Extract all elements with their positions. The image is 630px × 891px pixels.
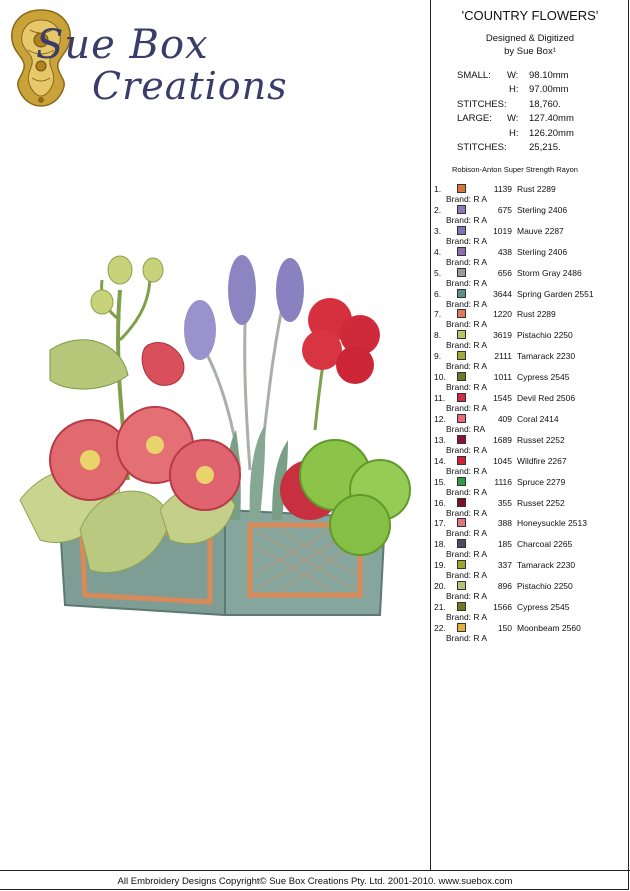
thread-number: 16. (434, 497, 446, 508)
thread-number: 12. (434, 413, 446, 424)
thread-code: 1045 (493, 455, 512, 466)
logo-text-line2: Creations (92, 64, 288, 108)
thread-number: 9. (434, 351, 442, 362)
thread-brand: Brand: R A (446, 403, 488, 413)
thread-name: Mauve 2287 (517, 225, 564, 236)
logo-text-line1: Sue Box (36, 22, 209, 68)
thread-name: Cypress 2545 (517, 602, 570, 612)
thread-color-row (432, 226, 628, 247)
thread-name: Devil Red 2506 (517, 393, 576, 403)
thread-number: 10. (434, 372, 446, 383)
footer-divider (0, 870, 630, 871)
thread-color-row (432, 560, 628, 581)
thread-name: Tamarack 2230 (517, 351, 576, 362)
thread-brand: Brand: R A (446, 612, 488, 622)
thread-code: 1011 (493, 372, 512, 383)
thread-name: Sterling 2406 (517, 204, 568, 215)
thread-color-swatch (457, 518, 466, 527)
thread-code: 1220 (493, 309, 512, 320)
thread-number: 2. (434, 204, 442, 215)
thread-number: 6. (434, 288, 442, 299)
small-height-value: 97.00mm (529, 84, 569, 95)
thread-color-row (432, 498, 628, 519)
thread-brand: Brand: R A (446, 570, 488, 581)
thread-brand: Brand: R A (446, 340, 488, 351)
small-stitches-value: 18,760. (529, 99, 561, 110)
thread-name: Rust 2289 (517, 309, 556, 320)
thread-name: Russet 2252 (517, 497, 565, 508)
large-size-label: LARGE: (457, 113, 492, 124)
thread-color-row (432, 518, 628, 539)
thread-color-swatch (457, 456, 466, 465)
thread-number: 18. (434, 539, 446, 550)
thread-number: 1. (434, 184, 442, 194)
thread-color-swatch (457, 539, 466, 548)
thread-brand: Brand: R A (446, 528, 488, 539)
thread-color-row (432, 581, 628, 602)
thread-brand: Brand: R A (446, 591, 488, 602)
thread-color-row (432, 372, 628, 393)
thread-code: 675 (497, 204, 512, 215)
thread-brand: Brand: RA (446, 423, 486, 434)
thread-color-row (432, 268, 628, 289)
small-width-value: 98.10mm (529, 70, 569, 81)
thread-name: Honeysuckle 2513 (517, 518, 587, 529)
thread-code: 1566 (493, 602, 512, 612)
thread-name: Wildfire 2267 (517, 455, 567, 466)
thread-number: 17. (434, 518, 446, 529)
thread-number: 21. (434, 602, 446, 612)
thread-code: 1116 (494, 476, 512, 487)
thread-brand-heading: Robison-Anton Super Strength Rayon (452, 165, 578, 174)
thread-code: 3619 (493, 330, 512, 341)
thread-number: 3. (434, 225, 442, 236)
panel-divider (430, 0, 431, 870)
thread-color-swatch (457, 560, 466, 569)
large-width-value: 127.40mm (529, 113, 574, 124)
thread-color-row (432, 330, 628, 351)
thread-brand: Brand: R A (446, 465, 488, 476)
thread-code: 388 (497, 518, 512, 529)
thread-color-row (432, 205, 628, 226)
thread-name: Storm Gray 2486 (517, 267, 582, 278)
thread-color-swatch (457, 330, 466, 339)
thread-name: Cypress 2545 (517, 372, 570, 383)
thread-code: 438 (497, 246, 512, 257)
thread-color-swatch (457, 602, 466, 611)
thread-code: 1139 (493, 184, 512, 194)
thread-code: 896 (497, 581, 512, 592)
thread-number: 22. (434, 622, 446, 633)
small-height-label: H: (509, 84, 519, 95)
large-height-value: 126.20mm (529, 128, 574, 139)
brand-logo (6, 6, 288, 116)
thread-color-row (432, 289, 628, 310)
thread-color-swatch (457, 581, 466, 590)
thread-number: 13. (434, 434, 446, 445)
thread-color-row (432, 477, 628, 498)
copyright-footer: All Embroidery Designs Copyright© Sue Box Creations Pty. Ltd. 2001-2010. www.suebox.com (117, 876, 513, 887)
thread-color-swatch (457, 414, 466, 423)
thread-color-row (432, 539, 628, 560)
embroidery-design-image (10, 230, 420, 640)
thread-brand: Brand: R A (446, 632, 488, 643)
thread-color-row (432, 414, 628, 435)
thread-color-swatch (457, 289, 466, 298)
large-width-label: W: (507, 113, 519, 124)
thread-name: Charcoal 2265 (517, 539, 573, 550)
thread-number: 4. (434, 246, 442, 257)
thread-number: 15. (434, 476, 446, 487)
thread-code: 656 (497, 267, 512, 278)
thread-name: Pistachio 2250 (517, 330, 573, 341)
thread-color-row (432, 602, 628, 623)
design-info-panel (432, 0, 628, 660)
thread-code: 1019 (493, 225, 512, 236)
thread-brand: Brand: R A (446, 361, 488, 372)
thread-number: 14. (434, 455, 446, 466)
thread-name: Coral 2414 (517, 413, 559, 424)
thread-color-swatch (457, 498, 466, 507)
thread-number: 5. (434, 267, 442, 278)
large-height-label: H: (509, 128, 519, 139)
small-width-label: W: (507, 70, 519, 81)
thread-color-swatch (457, 247, 466, 256)
thread-color-row (432, 456, 628, 477)
thread-brand: Brand: R A (446, 444, 488, 455)
thread-name: Spruce 2279 (517, 476, 566, 487)
thread-code: 3644 (493, 288, 512, 299)
thread-name: Tamarack 2230 (517, 560, 576, 571)
thread-color-swatch (457, 351, 466, 360)
thread-brand: Brand: R A (446, 235, 488, 246)
thread-brand: Brand: R A (446, 256, 488, 267)
thread-number: 8. (434, 330, 442, 341)
thread-brand: Brand: R A (446, 486, 488, 497)
thread-color-swatch (457, 184, 466, 193)
thread-name: Spring Garden 2551 (517, 288, 594, 299)
thread-number: 20. (434, 581, 446, 592)
thread-brand: Brand: R A (446, 382, 488, 393)
thread-name: Pistachio 2250 (517, 581, 573, 592)
thread-name: Sterling 2406 (517, 246, 568, 257)
thread-brand: Brand: R A (446, 549, 488, 560)
thread-code: 1689 (493, 434, 512, 445)
thread-number: 7. (434, 309, 442, 320)
thread-color-row (432, 623, 628, 644)
small-stitches-label: STITCHES: (457, 99, 507, 110)
thread-color-swatch (457, 435, 466, 444)
designed-by-text: Designed & Digitized (485, 33, 575, 44)
thread-color-row (432, 309, 628, 330)
thread-name: Rust 2289 (517, 184, 556, 194)
thread-color-swatch (457, 372, 466, 381)
thread-color-swatch (457, 226, 466, 235)
thread-code: 150 (497, 622, 512, 633)
thread-color-swatch (457, 309, 466, 318)
design-title: 'COUNTRY FLOWERS' (461, 8, 599, 23)
thread-code: 1545 (493, 393, 512, 403)
thread-color-row (432, 393, 628, 414)
thread-code: 409 (497, 413, 512, 424)
thread-color-row (432, 351, 628, 372)
thread-color-swatch (457, 623, 466, 632)
thread-color-swatch (457, 393, 466, 402)
thread-code: 185 (497, 539, 512, 550)
large-stitches-value: 25,215. (529, 142, 561, 153)
small-size-label: SMALL: (457, 70, 491, 81)
thread-color-swatch (457, 477, 466, 486)
thread-brand: Brand: R A (446, 319, 488, 330)
thread-code: 337 (497, 560, 512, 571)
thread-code: 355 (497, 497, 512, 508)
thread-number: 11. (434, 393, 446, 403)
thread-name: Moonbeam 2560 (517, 622, 581, 633)
thread-color-swatch (457, 268, 466, 277)
large-stitches-label: STITCHES: (457, 142, 507, 153)
thread-brand: Brand: R A (446, 507, 488, 518)
thread-color-swatch (457, 205, 466, 214)
thread-brand: Brand: R A (446, 298, 488, 309)
thread-color-row (432, 184, 628, 205)
thread-brand: Brand: R A (446, 214, 488, 225)
thread-brand: Brand: R A (446, 194, 488, 204)
thread-color-row (432, 435, 628, 456)
thread-brand: Brand: R A (446, 277, 488, 288)
designer-name: by Sue Box¹ (504, 46, 556, 57)
thread-color-row (432, 247, 628, 268)
thread-name: Russet 2252 (517, 434, 565, 445)
thread-number: 19. (434, 560, 446, 571)
thread-code: 2111 (494, 351, 512, 362)
